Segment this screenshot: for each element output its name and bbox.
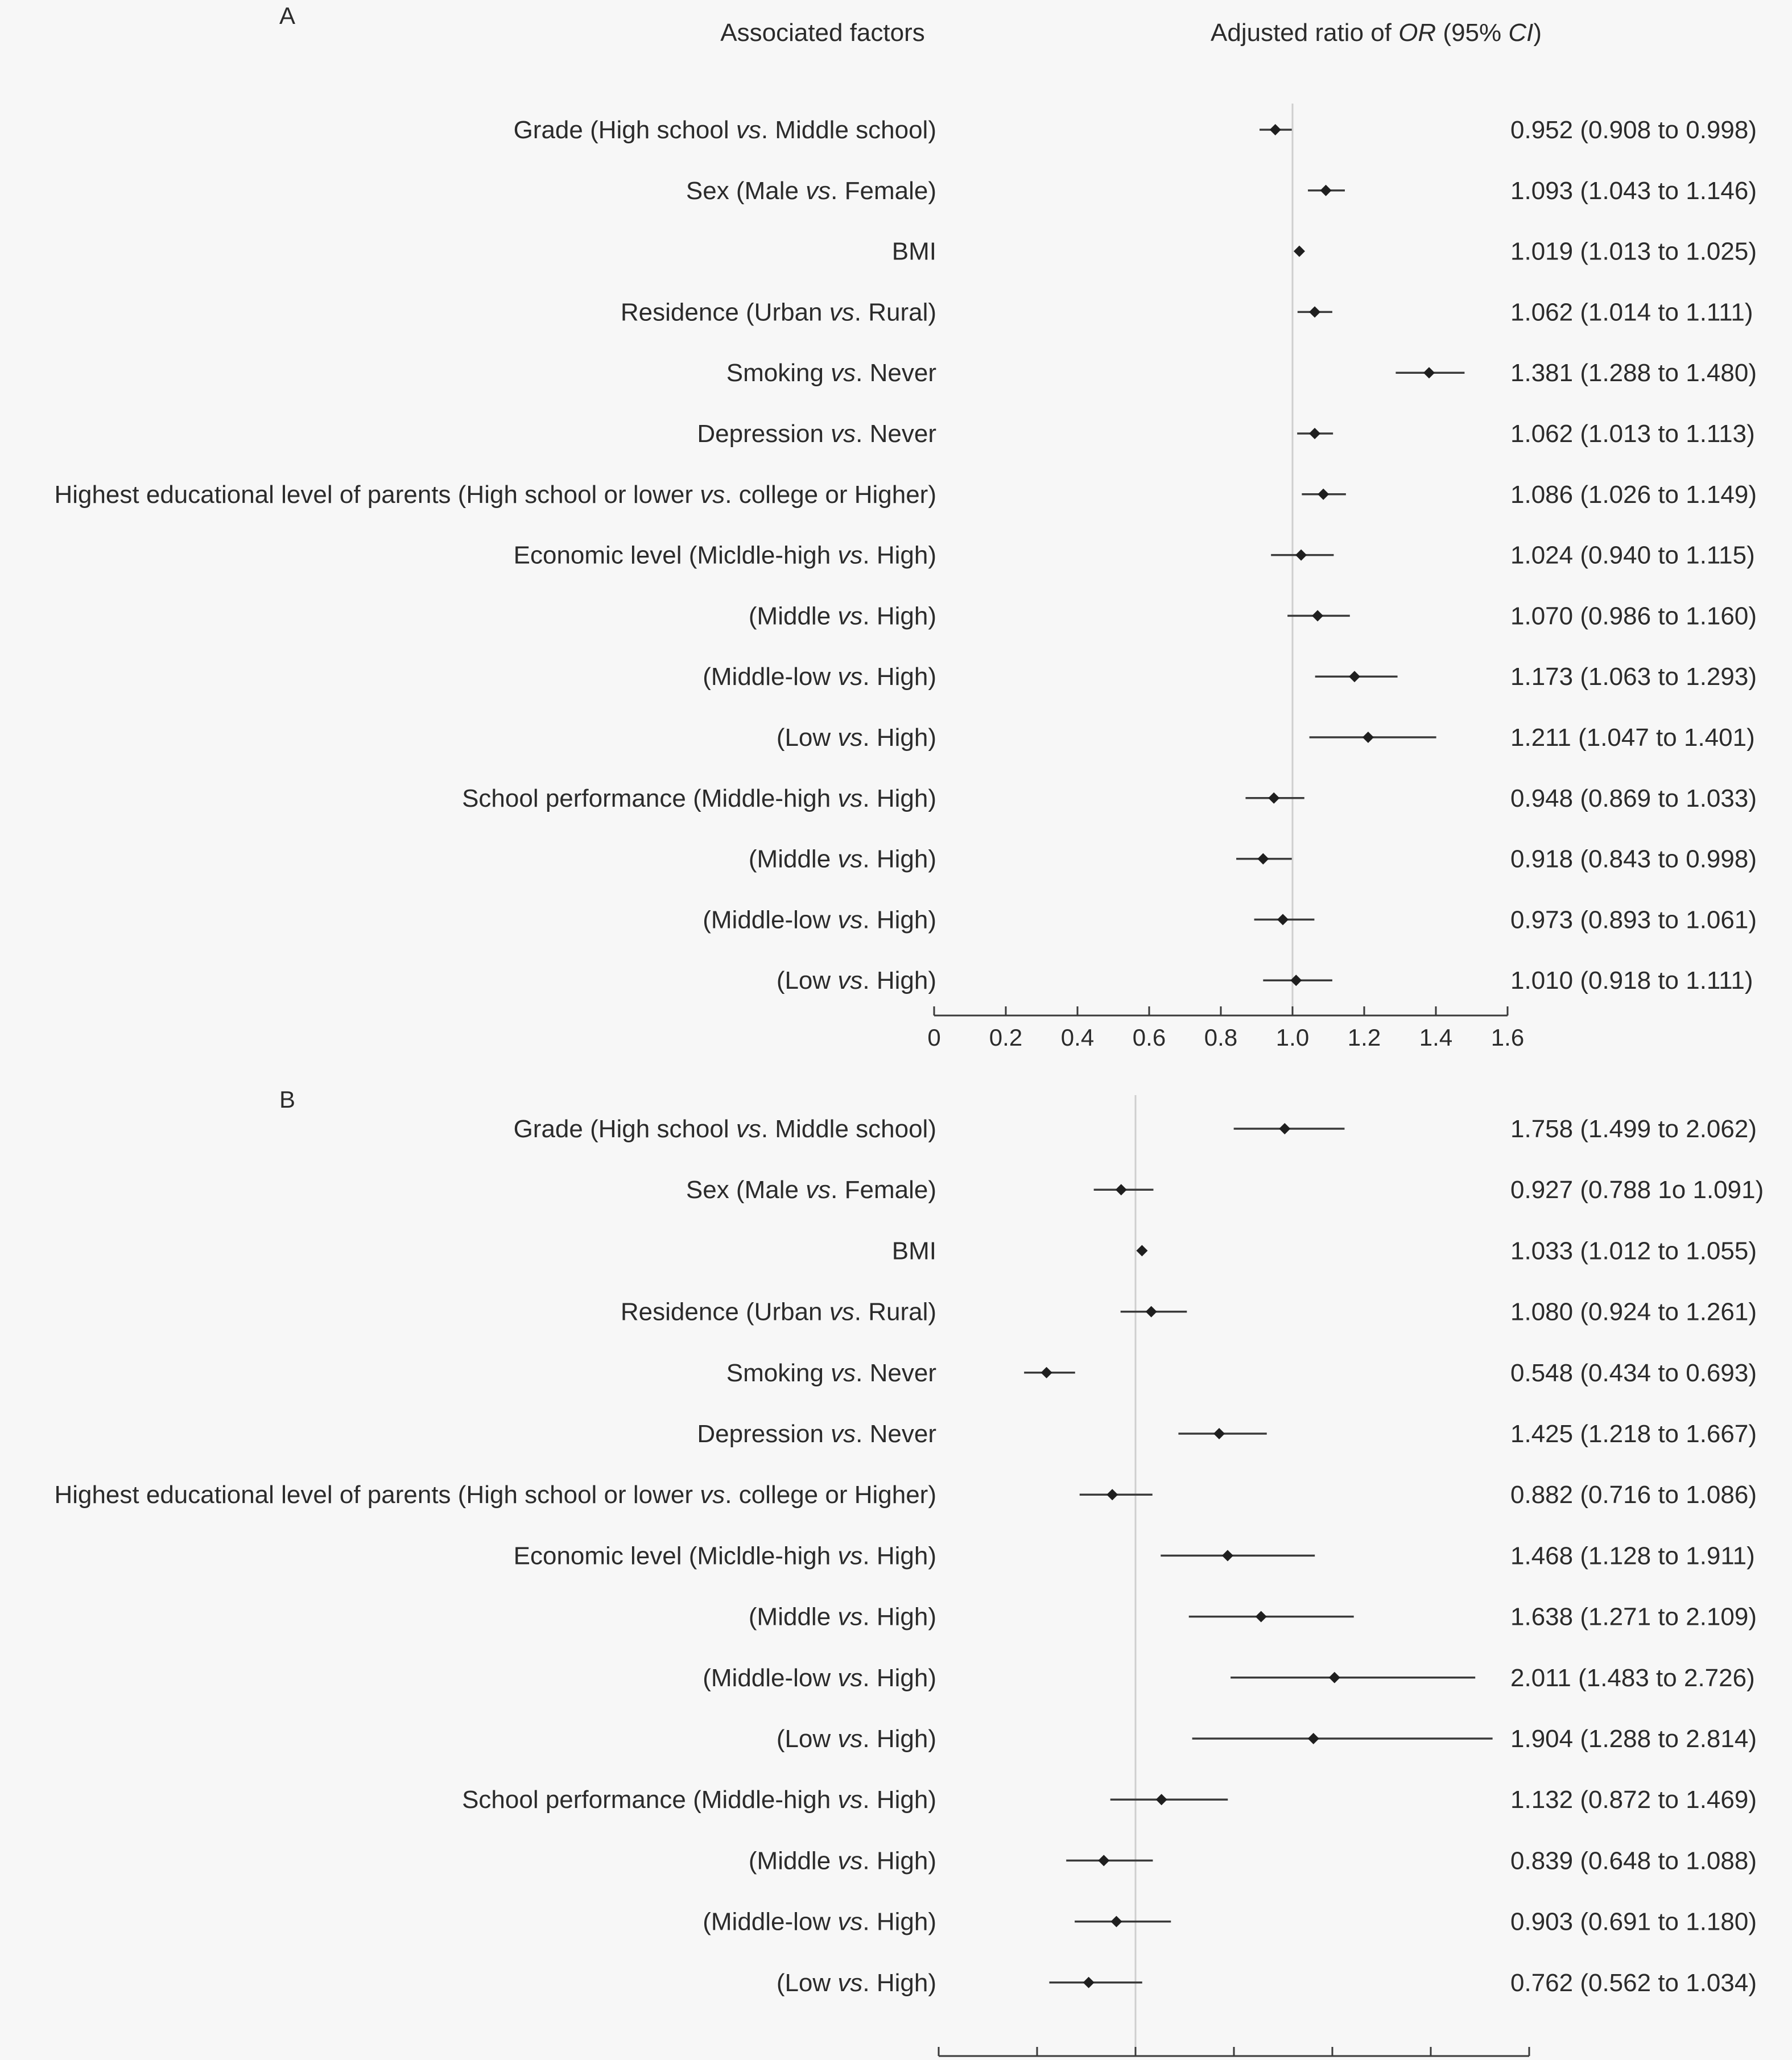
- or-ci-value-b: 0.548 (0.434 to 0.693): [1510, 1359, 1757, 1387]
- factor-label-part: Depression: [697, 1420, 831, 1448]
- factor-label-a: [703, 663, 936, 691]
- or-ci-value-b: 1.758 (1.499 to 2.062): [1510, 1115, 1757, 1143]
- adjusted-ratio-header: [1211, 19, 1542, 47]
- factor-label-b: [703, 1908, 936, 1936]
- factor-label-part: . Never: [856, 420, 936, 448]
- odds-ratio-point-b: [1110, 1916, 1122, 1927]
- factor-label-part: . High): [862, 967, 936, 995]
- panel-a-letter: A: [279, 2, 296, 29]
- odds-ratio-point-a: [1309, 428, 1320, 439]
- factor-label-part: . High): [862, 602, 936, 630]
- factor-label-part: vs: [837, 784, 863, 812]
- odds-ratio-point-a: [1318, 489, 1329, 500]
- factor-label-part: . High): [862, 724, 936, 752]
- or-ci-value-a: 1.086 (1.026 to 1.149): [1510, 480, 1757, 509]
- factor-label-part: vs: [831, 359, 856, 387]
- factor-label-part: . High): [862, 1968, 936, 1997]
- or-ci-value-a: 1.062 (1.014 to 1.111): [1510, 298, 1753, 327]
- or-ci-value-a: 1.062 (1.013 to 1.113): [1510, 420, 1755, 448]
- factor-label-a: [514, 542, 936, 569]
- factor-label-a: [54, 481, 936, 509]
- factor-label-part: vs: [806, 176, 831, 205]
- or-ci-value-b: 1.132 (0.872 to 1.469): [1510, 1786, 1757, 1814]
- factor-label-b: [777, 1969, 936, 1997]
- x-tick-label-a: 0: [927, 1024, 941, 1051]
- adjusted-ratio-header-or: OR: [1398, 19, 1436, 47]
- factor-label-a: [621, 298, 936, 326]
- x-tick-label-a: 0.6: [1132, 1024, 1166, 1051]
- factor-label-part: (Middle: [748, 1603, 838, 1631]
- factor-label-part: Sex (Male: [686, 176, 806, 205]
- or-ci-value-b: 1.468 (1.128 to 1.911): [1510, 1542, 1755, 1570]
- odds-ratio-point-b: [1213, 1428, 1225, 1439]
- factor-label-part: . High): [862, 1847, 936, 1875]
- factor-label-part: (Middle: [748, 602, 838, 630]
- odds-ratio-point-a: [1257, 853, 1269, 865]
- factor-label-part: Economic level (Micldle-high: [513, 541, 838, 569]
- or-ci-value-b: 1.425 (1.218 to 1.667): [1510, 1420, 1757, 1448]
- odds-ratio-point-a: [1268, 792, 1279, 804]
- x-tick-label-a: 0.8: [1204, 1024, 1238, 1051]
- factor-label-part: . Middle school): [761, 116, 936, 144]
- or-ci-value-a: 1.019 (1.013 to 1.025): [1510, 237, 1757, 266]
- factor-label-part: vs: [837, 724, 863, 752]
- factor-label-part: (Low: [776, 1968, 838, 1997]
- factor-label-part: . High): [862, 1725, 936, 1753]
- adjusted-ratio-header-middle: (95%: [1436, 19, 1509, 47]
- factor-label-part: . High): [862, 541, 936, 569]
- forest-panel-b: [54, 1095, 1764, 2056]
- factor-label-a: [749, 845, 936, 873]
- or-ci-value-a: 1.024 (0.940 to 1.115): [1510, 541, 1755, 569]
- or-ci-value-a: 0.952 (0.908 to 0.998): [1510, 116, 1757, 144]
- factor-label-a: [726, 359, 936, 387]
- factor-label-part: . Never: [856, 359, 936, 387]
- forest-panel-a: [54, 104, 1757, 1051]
- factor-label-part: (Middle-low: [703, 663, 838, 691]
- factor-label-part: vs: [831, 420, 856, 448]
- odds-ratio-point-b: [1329, 1672, 1340, 1683]
- factor-label-part: (Low: [776, 1725, 838, 1753]
- factor-label-part: (Middle-low: [703, 1908, 838, 1936]
- factor-label-a: [462, 785, 936, 812]
- odds-ratio-point-a: [1295, 550, 1307, 561]
- or-ci-value-b: 1.638 (1.271 to 2.109): [1510, 1603, 1757, 1631]
- factor-label-part: . High): [862, 1663, 936, 1692]
- factor-label-part: Economic level (Micldle-high: [513, 1542, 838, 1570]
- or-ci-value-a: 0.918 (0.843 to 0.998): [1510, 845, 1757, 873]
- factor-label-part: vs: [837, 602, 863, 630]
- odds-ratio-point-a: [1349, 671, 1360, 682]
- factor-label-b: [749, 1603, 936, 1631]
- factor-label-part: . Never: [856, 1420, 936, 1448]
- factor-label-part: vs: [837, 967, 863, 995]
- factor-label-part: vs: [837, 541, 863, 569]
- factor-label-a: [514, 116, 936, 144]
- factor-label-part: vs: [837, 1786, 863, 1814]
- factor-label-part: vs: [700, 1481, 725, 1509]
- factor-label-part: vs: [837, 1968, 863, 1997]
- odds-ratio-point-b: [1098, 1855, 1109, 1866]
- factor-label-part: . High): [862, 784, 936, 812]
- factor-label-part: vs: [837, 1542, 863, 1570]
- factor-label-part: Smoking: [726, 1359, 831, 1387]
- adjusted-ratio-header-ci: CI: [1508, 19, 1534, 47]
- factor-label-part: (Middle-low: [703, 906, 838, 934]
- odds-ratio-point-b: [1222, 1550, 1233, 1561]
- factor-label-b: [514, 1115, 936, 1143]
- factor-label-b: [621, 1298, 936, 1326]
- x-tick-label-a: 1.6: [1490, 1024, 1525, 1051]
- or-ci-value-b: 1.080 (0.924 to 1.261): [1510, 1298, 1757, 1326]
- odds-ratio-point-b: [1279, 1123, 1290, 1134]
- factor-label-a: [892, 238, 936, 266]
- factor-label-part: vs: [736, 116, 761, 144]
- factor-label-part: . High): [862, 663, 936, 691]
- factor-label-part: vs: [837, 906, 863, 934]
- factor-label-part: BMI: [891, 237, 936, 266]
- factor-label-b: [892, 1237, 936, 1265]
- factor-label-part: . college or Higher): [725, 480, 936, 509]
- factor-label-part: vs: [831, 1359, 856, 1387]
- factor-label-b: [686, 1176, 936, 1204]
- odds-ratio-point-b: [1308, 1733, 1319, 1744]
- odds-ratio-point-a: [1312, 610, 1323, 621]
- factor-label-part: vs: [700, 480, 725, 509]
- or-ci-value-b: 2.011 (1.483 to 2.726): [1510, 1663, 1755, 1692]
- or-ci-value-b: 0.903 (0.691 to 1.180): [1510, 1908, 1757, 1936]
- factor-label-a: [777, 967, 936, 994]
- x-tick-label-a: 1.0: [1275, 1024, 1310, 1051]
- or-ci-value-b: 0.927 (0.788 1o 1.091): [1510, 1176, 1764, 1204]
- factor-label-part: (Low: [776, 967, 838, 995]
- x-tick-label-a: 1.2: [1347, 1024, 1381, 1051]
- or-ci-value-a: 1.070 (0.986 to 1.160): [1510, 602, 1757, 630]
- odds-ratio-point-a: [1320, 185, 1332, 196]
- factor-label-part: (Middle-low: [703, 1663, 838, 1692]
- factor-label-part: . High): [862, 1603, 936, 1631]
- factor-label-part: . Female): [831, 176, 936, 205]
- odds-ratio-point-b: [1256, 1611, 1267, 1623]
- or-ci-value-a: 1.211 (1.047 to 1.401): [1510, 724, 1755, 752]
- factor-label-part: . Rural): [854, 298, 936, 327]
- panel-b-letter: B: [279, 1086, 296, 1113]
- factor-label-part: BMI: [891, 1237, 936, 1265]
- factor-label-a: [703, 906, 936, 934]
- factor-label-part: . High): [862, 845, 936, 873]
- odds-ratio-point-a: [1362, 732, 1374, 743]
- factor-label-part: (Middle: [748, 845, 838, 873]
- or-ci-value-a: 1.173 (1.063 to 1.293): [1510, 663, 1757, 691]
- or-ci-value-b: 0.762 (0.562 to 1.034): [1510, 1968, 1757, 1997]
- factor-label-b: [726, 1359, 936, 1387]
- factor-label-part: vs: [829, 1298, 854, 1326]
- odds-ratio-point-b: [1156, 1794, 1167, 1805]
- factor-label-part: vs: [837, 845, 863, 873]
- factor-label-a: [697, 420, 936, 448]
- factor-label-part: Grade (High school: [513, 116, 736, 144]
- factor-label-part: vs: [736, 1115, 761, 1143]
- odds-ratio-point-a: [1423, 367, 1435, 378]
- factor-label-part: vs: [837, 1603, 863, 1631]
- or-ci-value-a: 0.948 (0.869 to 1.033): [1510, 784, 1757, 812]
- factor-label-b: [697, 1420, 936, 1448]
- factor-label-b: [462, 1786, 936, 1814]
- factor-label-b: [749, 1847, 936, 1875]
- or-ci-value-a: 1.381 (1.288 to 1.480): [1510, 359, 1757, 387]
- factor-label-part: Smoking: [726, 359, 831, 387]
- or-ci-value-b: 0.882 (0.716 to 1.086): [1510, 1481, 1757, 1509]
- x-tick-label-a: 0.4: [1060, 1024, 1095, 1051]
- associated-factors-header: Associated factors: [720, 19, 925, 47]
- odds-ratio-point-b: [1146, 1306, 1157, 1318]
- factor-label-part: (Low: [776, 724, 838, 752]
- odds-ratio-point-a: [1294, 246, 1305, 257]
- factor-label-part: Sex (Male: [686, 1176, 806, 1204]
- factor-label-part: . High): [862, 1908, 936, 1936]
- factor-label-part: Highest educational level of parents (High school or lower: [54, 480, 700, 509]
- factor-label-part: vs: [837, 1725, 863, 1753]
- factor-label-part: Residence (Urban: [620, 1298, 829, 1326]
- factor-label-part: . Middle school): [761, 1115, 936, 1143]
- or-ci-value-b: 1.033 (1.012 to 1.055): [1510, 1237, 1757, 1265]
- factor-label-part: . Never: [856, 1359, 936, 1387]
- or-ci-value-b: 1.904 (1.288 to 2.814): [1510, 1725, 1757, 1753]
- odds-ratio-point-a: [1277, 914, 1289, 925]
- factor-label-part: . Female): [831, 1176, 936, 1204]
- odds-ratio-point-a: [1270, 124, 1281, 135]
- factor-label-part: . Rural): [854, 1298, 936, 1326]
- odds-ratio-point-b: [1106, 1489, 1118, 1500]
- factor-label-part: . High): [862, 906, 936, 934]
- factor-label-part: Residence (Urban: [620, 298, 829, 327]
- odds-ratio-point-b: [1083, 1977, 1095, 1988]
- factor-label-part: vs: [806, 1176, 831, 1204]
- factor-label-part: School performance (Middle-high: [462, 784, 838, 812]
- factor-label-b: [514, 1542, 936, 1570]
- factor-label-part: (Middle: [748, 1847, 838, 1875]
- factor-label-part: vs: [837, 1908, 863, 1936]
- factor-label-part: vs: [837, 1847, 863, 1875]
- factor-label-a: [686, 177, 936, 205]
- x-tick-label-a: 0.2: [989, 1024, 1023, 1051]
- factor-label-part: . college or Higher): [725, 1481, 936, 1509]
- factor-label-part: vs: [829, 298, 854, 327]
- odds-ratio-point-a: [1309, 306, 1320, 317]
- factor-label-b: [777, 1725, 936, 1753]
- factor-label-b: [703, 1664, 936, 1692]
- factor-label-part: vs: [837, 663, 863, 691]
- or-ci-value-b: 0.839 (0.648 to 1.088): [1510, 1847, 1757, 1875]
- factor-label-part: Depression: [697, 420, 831, 448]
- odds-ratio-point-b: [1116, 1184, 1127, 1195]
- factor-label-part: Grade (High school: [513, 1115, 736, 1143]
- factor-label-part: Highest educational level of parents (High school or lower: [54, 1481, 700, 1509]
- odds-ratio-point-b: [1041, 1367, 1052, 1378]
- factor-label-a: [749, 602, 936, 630]
- or-ci-value-a: 1.010 (0.918 to 1.111): [1510, 967, 1753, 995]
- or-ci-value-a: 0.973 (0.893 to 1.061): [1510, 906, 1757, 934]
- factor-label-b: [54, 1481, 936, 1509]
- factor-label-a: [777, 724, 936, 752]
- factor-label-part: vs: [837, 1663, 863, 1692]
- factor-label-part: . High): [862, 1786, 936, 1814]
- or-ci-value-a: 1.093 (1.043 to 1.146): [1510, 176, 1757, 205]
- factor-label-part: . High): [862, 1542, 936, 1570]
- factor-label-part: vs: [831, 1420, 856, 1448]
- adjusted-ratio-header-prefix: Adjusted ratio of: [1211, 19, 1399, 47]
- adjusted-ratio-header-suffix: ): [1533, 19, 1542, 47]
- factor-label-part: School performance (Middle-high: [462, 1786, 838, 1814]
- x-tick-label-a: 1.4: [1419, 1024, 1453, 1051]
- odds-ratio-point-b: [1136, 1245, 1147, 1256]
